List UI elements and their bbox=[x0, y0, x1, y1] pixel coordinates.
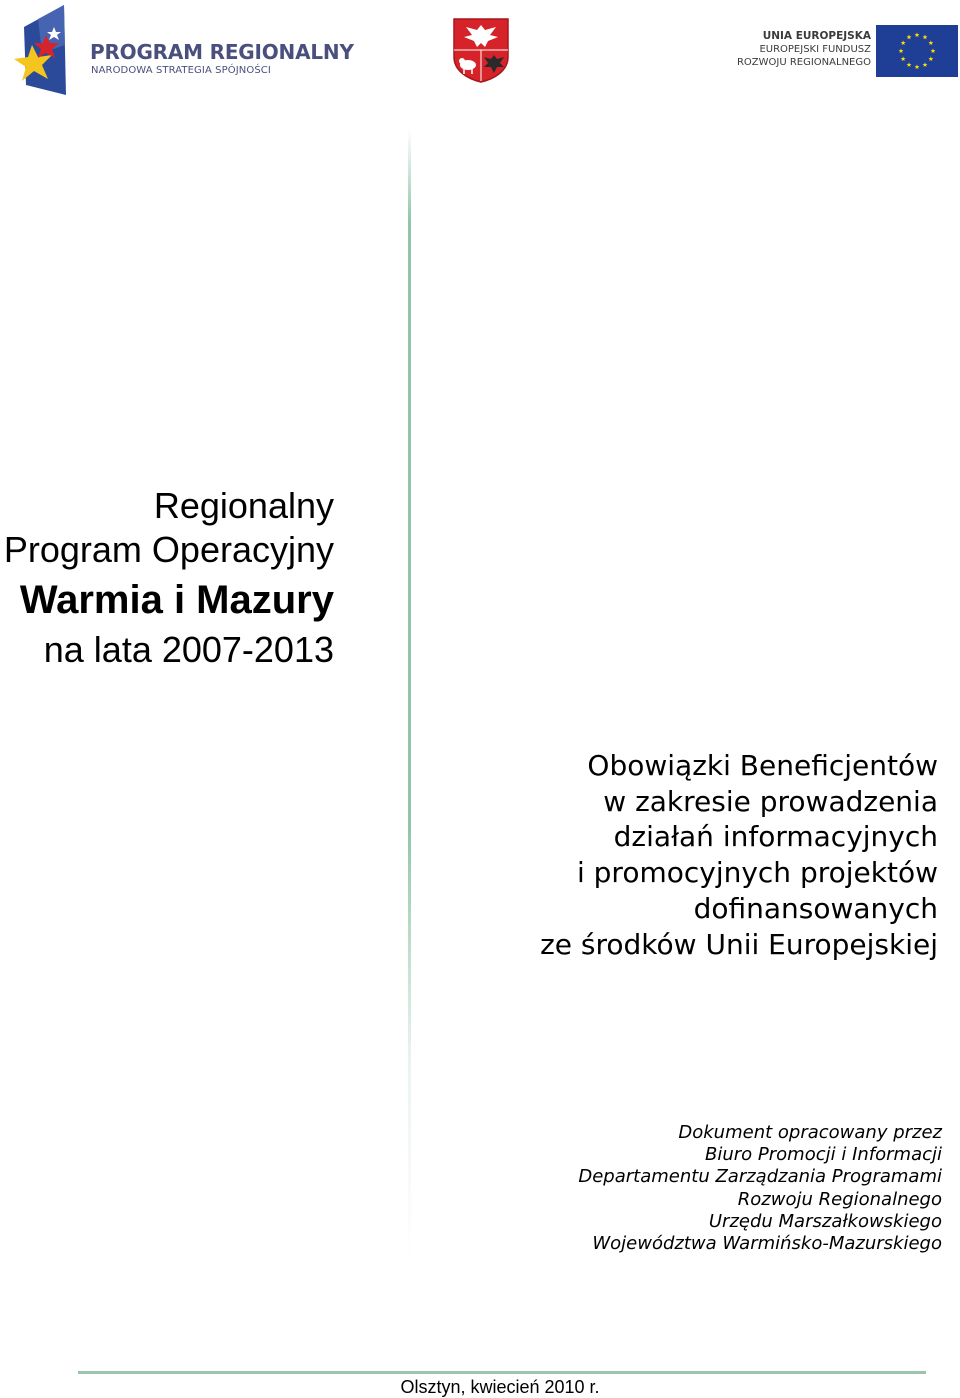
voivodeship-crest bbox=[452, 17, 510, 83]
program-title-years: na lata 2007-2013 bbox=[43, 629, 334, 670]
program-title-line1: Regionalny bbox=[153, 485, 334, 526]
program-regionalny-logo bbox=[12, 5, 362, 97]
document-title bbox=[540, 748, 938, 962]
program-title-region: Warmia i Mazury bbox=[19, 578, 334, 622]
program-logo-title: PROGRAM REGIONALNY bbox=[90, 40, 354, 64]
coat-of-arms-icon bbox=[452, 17, 510, 83]
program-title bbox=[4, 484, 334, 672]
document-title-line: działań informacyjnych bbox=[613, 820, 938, 854]
vertical-divider bbox=[408, 130, 411, 1260]
eu-logo-line1: UNIA EUROPEJSKA bbox=[762, 30, 871, 42]
prepared-by-line: Departamentu Zarządzania Programami bbox=[578, 1166, 942, 1188]
prepared-by-line: Województwa Warmińsko-Mazurskiego bbox=[592, 1233, 942, 1255]
prepared-by-line: Biuro Promocji i Informacji bbox=[705, 1144, 942, 1166]
eu-logo-line3: ROZWOJU REGIONALNEGO bbox=[736, 57, 871, 68]
document-title-line: ze środków Unii Europejskiej bbox=[540, 927, 938, 961]
prepared-by-line: Dokument opracowany przez bbox=[678, 1122, 942, 1143]
footer-place-date: Olsztyn, kwiecień 2010 r. bbox=[400, 1377, 600, 1397]
document-title-line: dofinansowanych bbox=[693, 891, 938, 925]
program-title-line2: Program Operacyjny bbox=[3, 529, 334, 570]
prepared-by-line: Rozwoju Regionalnego bbox=[737, 1188, 942, 1210]
document-title-line: i promocyjnych projektów bbox=[576, 856, 938, 890]
program-logo-subtitle: NARODOWA STRATEGIA SPÓJNOŚCI bbox=[91, 65, 271, 76]
eu-fund-logo bbox=[735, 22, 960, 80]
document-title-line: w zakresie prowadzenia bbox=[603, 784, 938, 818]
prepared-by bbox=[578, 1122, 942, 1255]
prepared-by-line: Urzędu Marszałkowskiego bbox=[708, 1210, 942, 1232]
eu-flag-icon bbox=[876, 25, 958, 77]
document-title-line: Obowiązki Beneficjentów bbox=[587, 749, 938, 782]
footer-rule bbox=[78, 1371, 926, 1374]
program-regionalny-emblem-icon bbox=[12, 5, 82, 97]
eu-logo-line2: EUROPEJSKI FUNDUSZ bbox=[759, 44, 871, 55]
